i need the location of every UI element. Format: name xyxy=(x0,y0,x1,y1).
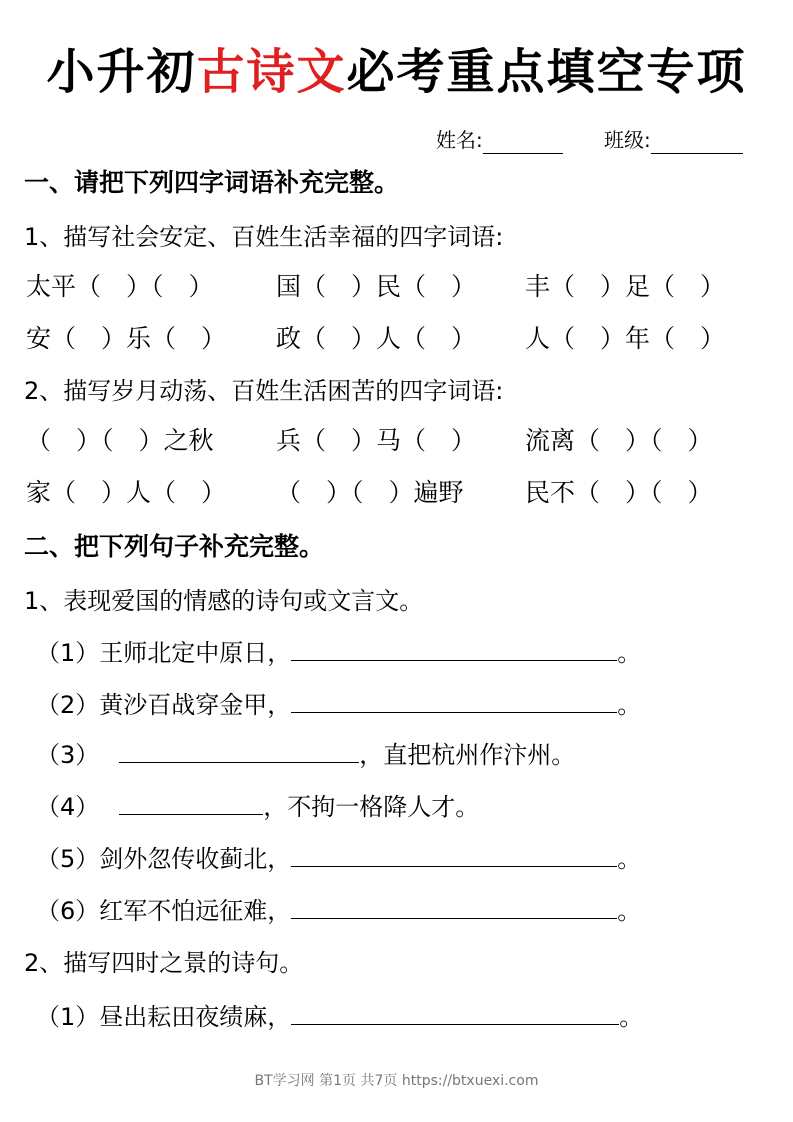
item-number: （1） xyxy=(36,639,100,667)
item-number: （5） xyxy=(36,845,100,873)
idiom-item: 丰（ ）足（ ） xyxy=(525,272,726,301)
class-label: 班级: xyxy=(604,128,651,152)
item-text-after: 。 xyxy=(617,639,642,667)
item-text-after: 。 xyxy=(617,691,642,719)
idiom-item: 民不（ ）（ ） xyxy=(525,478,713,507)
item-text-after: ，不拘一格降人才。 xyxy=(263,793,480,821)
name-blank[interactable] xyxy=(483,129,563,154)
class-field[interactable] xyxy=(604,126,743,154)
class-blank[interactable] xyxy=(651,129,743,154)
idiom-item: 流离（ ）（ ） xyxy=(525,426,713,455)
name-field[interactable] xyxy=(436,126,563,154)
answer-blank[interactable] xyxy=(291,690,617,713)
item-text-after: 。 xyxy=(619,1003,644,1031)
page-title xyxy=(0,42,793,102)
answer-blank[interactable] xyxy=(119,792,263,815)
item-number: （4） xyxy=(36,793,100,821)
section-1-q1-prompt: 1、描写社会安定、百姓生活幸福的四字词语: xyxy=(24,223,504,251)
item-text-after: ，直把杭州作汴州。 xyxy=(359,741,576,769)
item-text-before: 红军不怕远征难， xyxy=(99,897,292,925)
idiom-row xyxy=(0,322,793,356)
fill-item xyxy=(36,636,641,670)
item-text-before: 黄沙百战穿金甲， xyxy=(99,691,292,719)
item-text-after: 。 xyxy=(617,845,642,873)
section-2-q2-prompt: 2、描写四时之景的诗句。 xyxy=(24,949,304,977)
fill-item xyxy=(36,894,641,928)
answer-blank[interactable] xyxy=(291,638,617,661)
item-text-before: 剑外忽传收蓟北， xyxy=(99,845,292,873)
idiom-item: 人（ ）年（ ） xyxy=(525,324,726,353)
idiom-item: 兵（ ）马（ ） xyxy=(276,426,477,455)
item-number: （6） xyxy=(36,897,100,925)
idiom-item: 国（ ）民（ ） xyxy=(276,272,477,301)
answer-blank[interactable] xyxy=(291,896,617,919)
title-part-3: 必考重点填空专项 xyxy=(346,44,747,100)
idiom-item: 家（ ）人（ ） xyxy=(26,478,227,507)
fill-item xyxy=(36,1000,643,1034)
title-part-2: 古诗文 xyxy=(196,44,347,100)
page-footer: BT学习网 第1页 共7页 https://btxuexi.com xyxy=(254,1073,539,1089)
fill-item xyxy=(36,790,479,824)
item-number: （1） xyxy=(36,1003,100,1031)
section-2-q1-prompt: 1、表现爱国的情感的诗句或文言文。 xyxy=(24,587,424,615)
answer-blank[interactable] xyxy=(291,844,617,867)
fill-item xyxy=(36,738,575,772)
idiom-item: 安（ ）乐（ ） xyxy=(26,324,227,353)
item-text-after: 。 xyxy=(617,897,642,925)
item-text-before: 王师北定中原日， xyxy=(99,639,292,667)
fill-item xyxy=(36,842,641,876)
idiom-row xyxy=(0,270,793,304)
idiom-row xyxy=(0,476,793,510)
title-part-1: 小升初 xyxy=(46,44,197,100)
section-1-heading: 一、请把下列四字词语补充完整。 xyxy=(24,168,400,197)
idiom-row xyxy=(0,424,793,458)
item-number: （2） xyxy=(36,691,100,719)
name-label: 姓名: xyxy=(436,128,483,152)
idiom-item: 太平（ ）（ ） xyxy=(26,272,214,301)
section-1-q2-prompt: 2、描写岁月动荡、百姓生活困苦的四字词语: xyxy=(24,377,504,405)
item-text-before: 昼出耘田夜绩麻， xyxy=(99,1003,292,1031)
item-number: （3） xyxy=(36,741,100,769)
fill-item xyxy=(36,688,641,722)
answer-blank[interactable] xyxy=(291,1002,619,1025)
answer-blank[interactable] xyxy=(119,740,359,763)
section-2-heading: 二、把下列句子补充完整。 xyxy=(24,532,325,561)
idiom-item: （ ）（ ）遍野 xyxy=(276,478,464,507)
idiom-item: 政（ ）人（ ） xyxy=(276,324,477,353)
idiom-item: （ ）（ ）之秋 xyxy=(26,426,214,455)
